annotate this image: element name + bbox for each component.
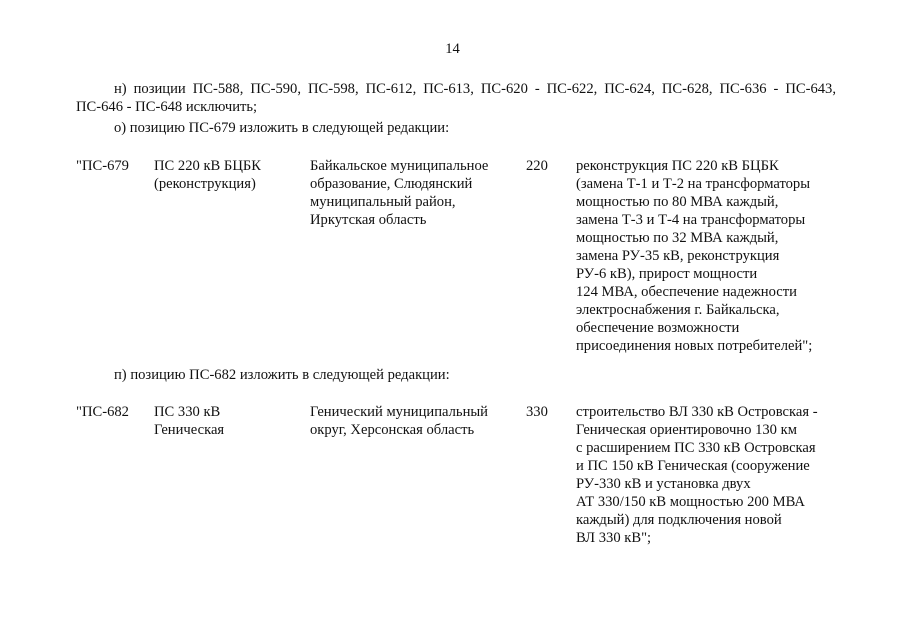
- row-voltage: 330: [526, 404, 548, 420]
- row-code: "ПС-679: [76, 158, 129, 174]
- page-number: 14: [445, 41, 460, 57]
- row-voltage: 220: [526, 158, 548, 174]
- row-description: реконструкция ПС 220 кВ БЦБК (замена Т-1 и Т-2 на трансформаторы мощностью по 80 МВА каждый, замена Т-3 и Т-4 на трансформаторы мощностью по 32 МВА каждый, замена РУ-35 кВ, реконструкция РУ-6 кВ), прирост мощности 124 МВА, обеспечение надежности электроснабжения г. Байкальска, обеспечение возможности присоединения новых потребителей";: [576, 158, 813, 354]
- row-location: Байкальское муниципальное образование, Слюдянский муниципальный район, Иркутская область: [310, 158, 489, 228]
- row-name: ПС 330 кВ Геническая: [154, 404, 225, 438]
- row-description: строительство ВЛ 330 кВ Островская - Геническая ориентировочно 130 км с расширением ПС 330 кВ Островская и ПС 150 кВ Геническая (сооружение РУ-330 кВ и установка двух АТ 330/150 кВ мощностью 200 МВА каждый) для подключения новой ВЛ 330 кВ";: [576, 404, 818, 546]
- row-name: ПС 220 кВ БЦБК (реконструкция): [154, 158, 261, 192]
- row-location: Генический муниципальный округ, Херсонская область: [310, 404, 488, 438]
- paragraph-o: о) позицию ПС-679 изложить в следующей редакции:: [114, 120, 450, 136]
- paragraph-p: п) позицию ПС-682 изложить в следующей редакции:: [114, 367, 450, 383]
- paragraph-n: н) позиции ПС-588, ПС-590, ПС-598, ПС-612, ПС-613, ПС-620 - ПС-622, ПС-624, ПС-628, ПС-636 - ПС-643, ПС-646 - ПС-648 исключить;: [76, 81, 836, 115]
- row-code: "ПС-682: [76, 404, 129, 420]
